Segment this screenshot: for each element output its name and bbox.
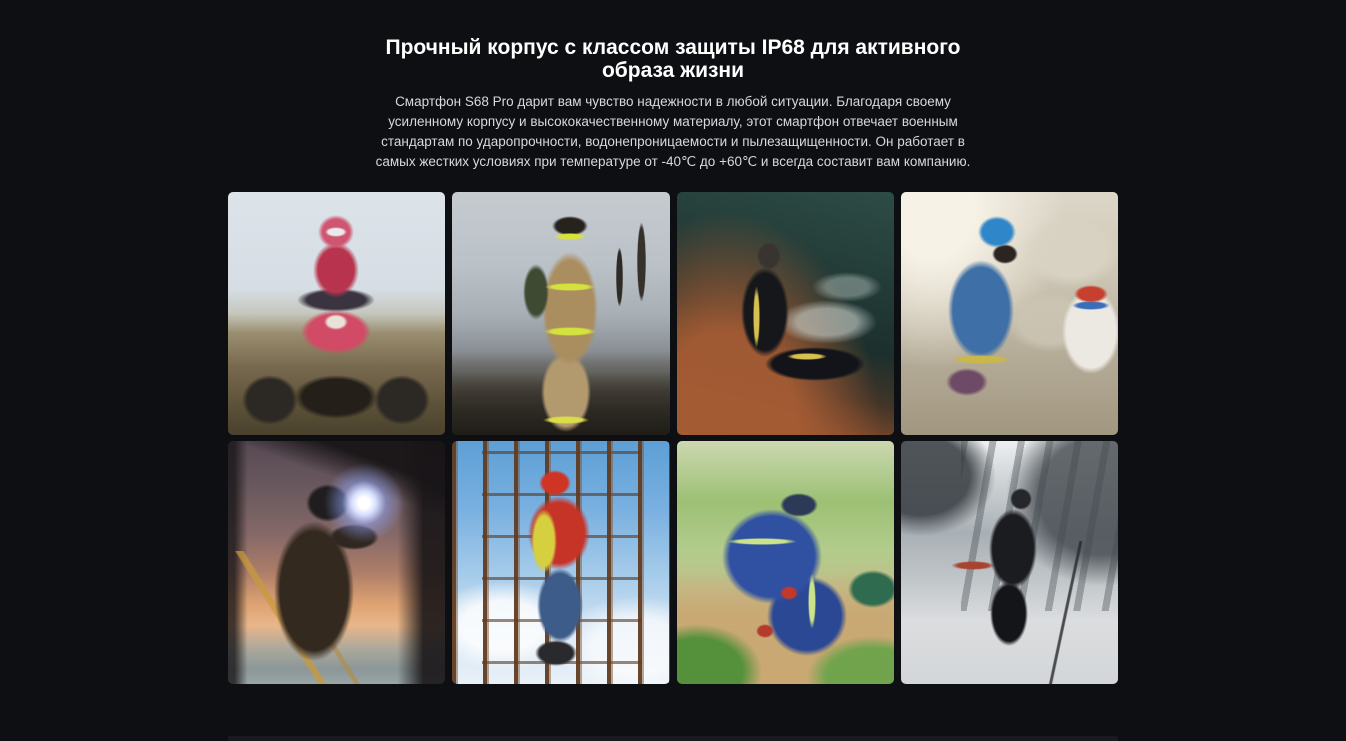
next-section-edge xyxy=(228,736,1118,741)
section-title: Прочный корпус с классом защиты IP68 для активного образа жизни xyxy=(385,36,961,82)
photo-swimmer xyxy=(677,192,894,435)
photo-mountaineer xyxy=(901,441,1118,684)
photo-climber xyxy=(901,192,1118,435)
photo-firefighter xyxy=(452,192,669,435)
photo-farmer xyxy=(677,441,894,684)
photo-motocross xyxy=(228,192,445,435)
durability-section xyxy=(228,0,1118,684)
section-description: Смартфон S68 Pro дарит вам чувство надежности в любой ситуации. Благодаря своему усиленному корпусу и высококачественному материалу, этот смартфон отвечает военным стандартам по ударопрочности, водонепроницаемости и пылезащищенности. Он работает в самых жестких условиях при температуре от -40℃ до +60℃ и всегда составит вам компанию. xyxy=(375,94,971,169)
photo-builder xyxy=(452,441,669,684)
photo-welder xyxy=(228,441,445,684)
photo-grid xyxy=(228,192,1118,684)
